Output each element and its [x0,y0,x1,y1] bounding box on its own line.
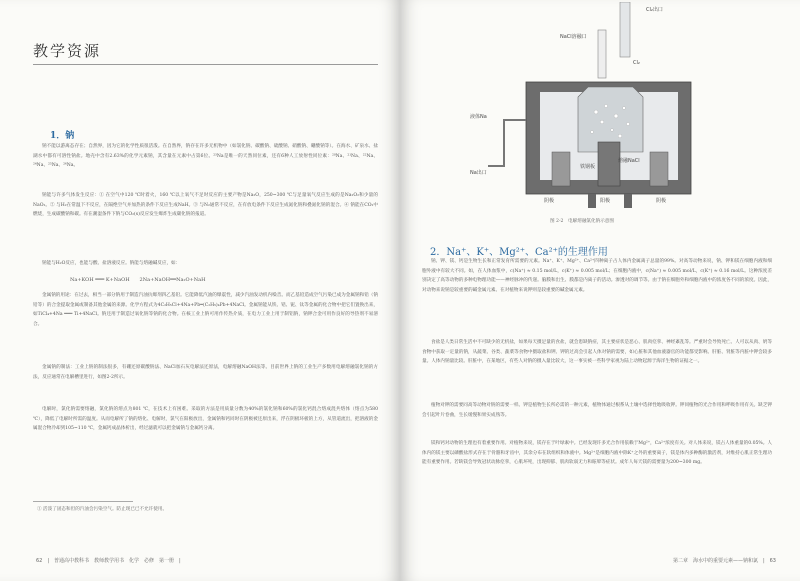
right-page [400,0,800,581]
paragraph-1: 钠不能以游离态存在；自然界，因为它的化学性质很活泼。在自然界，钠存在许多无机物中（如氯化钠、碳酸钠、硫酸钠、硝酸钠、硼酸钠等）。在海水、矿泉水、盐湖水中都有可溶性钠盐。地壳中含有2.63%的化学元素钠，其含量在元素中占第6位。²³Na是唯一的天然同位素，还有6种人工放射性同位素：²⁰Na、²¹Na、²²Na、²⁴Na、²⁵Na、²⁶Na。 [33,144,378,169]
anode-block [598,142,620,186]
figure-caption: 图 2-2 电解熔融氯化钠示意图 [550,219,614,224]
label-cl2: Cl₂ [633,60,640,66]
paragraph-2: 钠能与许多气体发生反应：① 在空气中120 ℃时着火，160 ℃以上氧气不足时反应的主要产物是Na₂O，250~300 ℃与足量氧气反应生成的是Na₂O₂和少量的NaO₂。② 与H₂在常温下不反应，在隔绝空气并加热的条件下反应生成NaH。③ 与N₂通常不反应，在有放电条件下反应生成氮化钠和叠氮化钠的混合。④ 钠能在CO₂中燃烧，生成碳酸钠和碳。有在潮湿条件下钠与CO₂(s)反应发生爆炸生成碳化钠的报道。 [33,193,378,218]
footer-right: 第二章 海水中的重要元素——钠和氯 | 63 [672,558,776,564]
cl2-pipe [620,2,630,57]
label-steel: 铁钢板 [580,164,596,170]
label-cl2-outlet: Cl₂出口 [646,7,663,13]
label-anode: 阳极 [600,198,611,204]
electrolysis-figure [468,2,718,212]
label-nacl-inlet: NaCl溶融口 [560,34,587,40]
cathode-right [650,152,668,186]
cathode-left [552,152,570,186]
label-na-outlet: Na出口 [470,170,487,176]
paragraph-r1: 钠、钾、镁、钙是生物生长和正常发育所需要的元素。Na⁺、K⁺、Mg²⁺、Ca²⁺四种离子占人体内金属离子总量的99%。对高等动物来说，钠、钾和镁在细胞内液和细胞外液中有较大不同。如，在人体血浆中，c(Na⁺) ≈ 0.15 mol/L，c(K⁺) ≈ 0.005 mol/L；在细胞内液中，c(Na⁺) ≈ 0.005 mol/L，c(K⁺) ≈ 0.16 mol/L。这种浓度差别决定了高等动物的多种电物理功能——神经脉冲的传递。脑膜和出生、膜都是内离子的活动。渗透对的调节等。由于钠在细胞外和细胞内液中的浓度各不同的浓度。因此，对动物来说钠是较重要的碱金属元素。在对植物来说钾则是较重要的碱金属元素。 [422,259,772,294]
na-outlet-pipe [488,120,526,166]
leg-right [624,194,632,208]
paragraph-r3: 植物对钾的需要同高等动物对钠的需要一样。钾是植物生长所必需的一种元素，植物体通过根系从土壤中选择性地吸收钾。钾同植物的光合作用和呼吸作用有关。缺乏钾会引起叶片卷曲，生长缓慢和果实成熟等。 [422,403,772,418]
label-nacl-melt: 熔融NaCl [618,158,640,164]
heading-ions: 2．Na⁺、K⁺、Mg²⁺、Ca²⁺的生理作用 [430,247,608,258]
paragraph-5: 金属钠的制法：工业上钠的制法很多，有硼还原碳酸钠法、NaCl加石灰电解法还原法，电解熔融NaOH法等。目前世界上钠的工业生产多数用电解熔融氯化钠的方法，反应通常在电解槽里进行，如图2-2所示。 [33,365,378,380]
heading-sodium: 1．钠 [50,131,75,141]
section-title: 教学资源 [33,42,102,60]
footnote-rule [33,501,133,502]
footnote: ① 活泼了固态和但的汽油会污染空气。防止现已已不允许使用。 [37,507,168,512]
paragraph-r2: 食盐是人类日常生活中不可缺少的无机盐，如果每天摄足量的食盐，就会患缺钠症，其主要症状是恶心、肌肉痉挛、神经紊乱等。严重时会导致死亡。人可以从肉、奶等食物中获取一定量的钠，从蔬菜、谷类、蔬菜等食物中摄取盐和钾。钾的过高会引起人体对钠的需要，如心脏和其他血液器官的功能都受影响。肝脏、肾脏等内脏中钾会较多量。人体内钠量比较。肝脏中，在某地区，有些人对钠的摄入量比较大，这一事实被一些科学家视为陆上动物起源于海洋生物的证据之一。 [422,340,772,365]
equation: Na+KOH ═══ K+NaOH 2Na+NaOH══Na₂O+NaH [70,277,206,283]
label-liquid-na: 液体Na [470,114,487,120]
title-rule [33,64,378,65]
paragraph-3: 钠能与H₂O反应，也能与酸、盐溶液反应。钠能与熔融碱反应，如： [42,261,181,266]
label-cathode-left: 阴极 [544,198,555,204]
footer-left: 62 | 普通高中教科书 教师教学用书 化学 必修 第一册 | [36,558,181,564]
paragraph-r4: 镁和钙对动物的生理也有着重要作用。对植物来说，镁存在于叶绿素中。已经发现许多光合作用依赖于Mg²⁺，Ca²⁺浓度有关。对人体来说，镁占人体重量的0.05%。人体内的镁主要以磷酸盐形式存在于骨骼和牙齿中，其余分布在软组织和体液中。Mg²⁺是细胞内液中除K⁺之外的重要离子，镁是体内多种酶的激活剂，对维持心肌正常生理功能有重要作用。若缺镁会导致冠状动脉痉挛，心肌坏死，出现抑郁、肌肉软弱无力和眩晕等症状。成年人每天镁的需要量为200~300 mg。 [422,441,772,466]
label-cathode-right: 阴极 [656,198,667,204]
paragraph-4: 金属钠的用途：在过去，相当一部分钠用于制造汽油抗爆剂四乙基铅。它能降低汽油的爆震性，减少汽油发动机内噪音。而乙基铅造成空气污染已成为金属钠和铅（钠铅等）的合金提取金属或制备其他金属的来源。化学方程式为4C₂H₅Cl+4Na+Pb═(C₂H₅)₄Pb+4NaCl。金属钠能从铁、锆、铌、钛等金属的化合物中把它们置换出来，如TiCl₄+4Na ═══ Ti+4NaCl。钠还用于制造过氧化钠等钠的化合物。在核工业上钠可用作传热介质，在电力工业上用于制铝钠，钠钾合金可用作良好的导热剂不易溶合。 [33,293,378,328]
paragraph-6: 电解时，氯化钠需要熔融，氯化钠的熔点为801 ℃，在技术上有困难。采取的方法是用质量分数为40%的氯化钠和60%的氯化钙混合熔成混共熔体（熔点为580 ℃），降低了电解时所需的温度。从而电解所了钠的熔化、电解时，氯气在阳极放出，金属钠和钙同时在阴极被还原出来，浮在阴极环板的上方，从管道流出，把溶液的金属混合物冷却到105~110 ℃，金属钙成晶体析出，经过滤就可以把金属钠与金属钙分离。 [33,407,378,432]
nacl-inlet-pipe [598,30,606,78]
leg-left [588,194,596,208]
